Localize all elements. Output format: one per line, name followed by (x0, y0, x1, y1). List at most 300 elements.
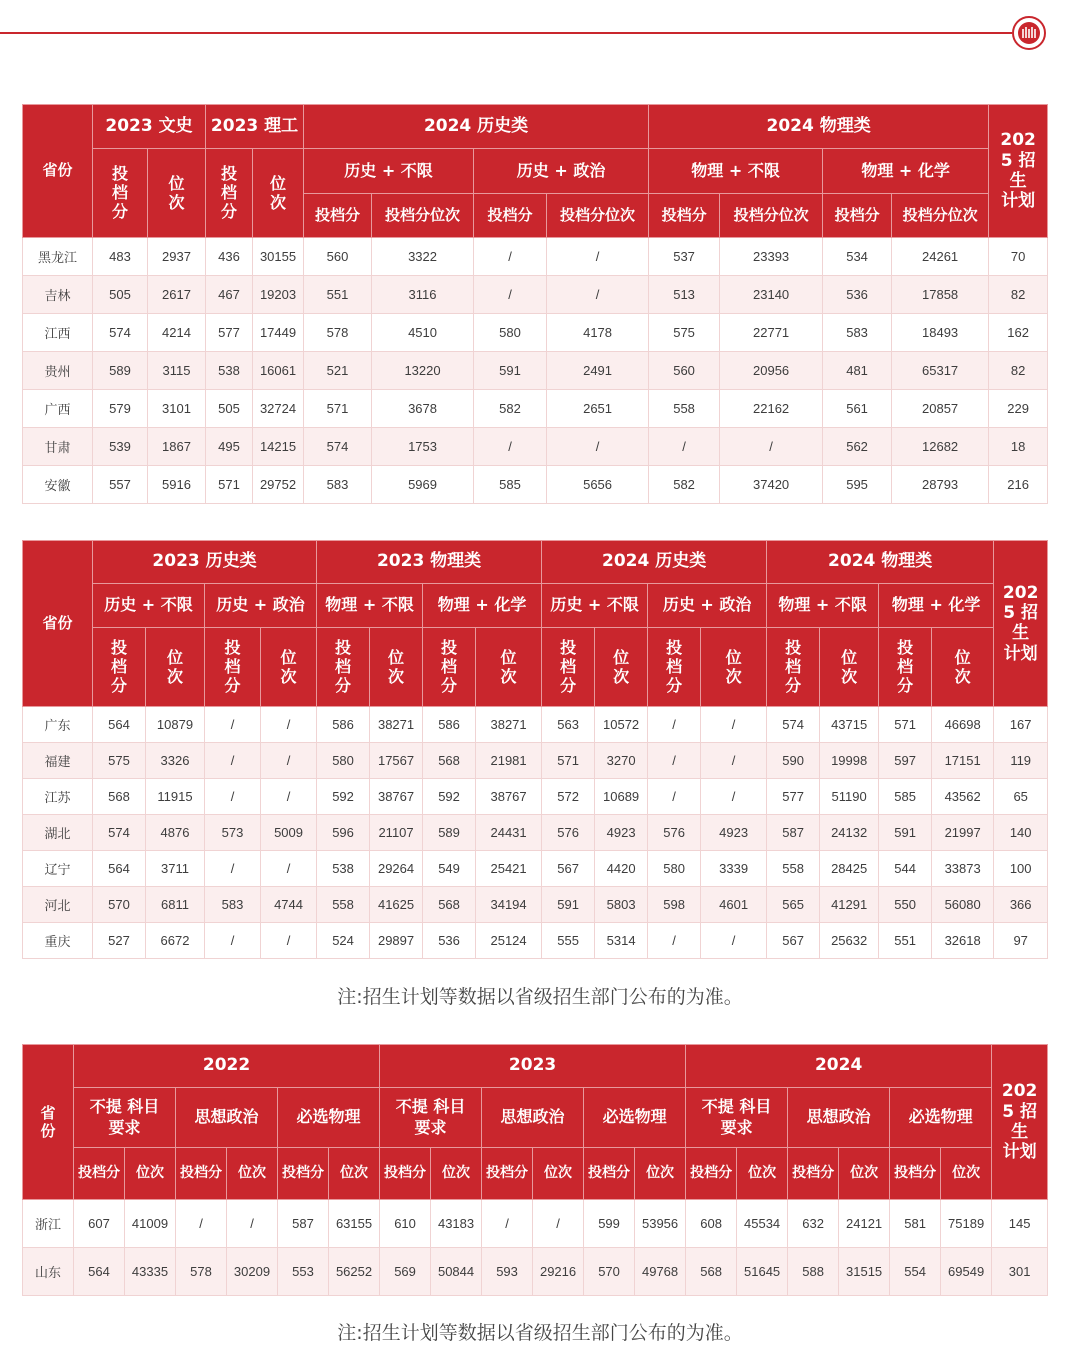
province-cell: 福建 (23, 743, 93, 779)
table-cell: 2937 (148, 238, 206, 276)
table-cell: 17858 (892, 276, 989, 314)
table-cell: 63155 (329, 1200, 380, 1248)
table-cell: 38271 (370, 707, 423, 743)
table-cell: 5656 (547, 466, 649, 504)
table-cell: 524 (317, 923, 370, 959)
table-cell: 56080 (932, 887, 994, 923)
table-cell: / (205, 779, 261, 815)
table-cell: 585 (879, 779, 932, 815)
group-2024-history: 2024 历史类 (304, 105, 649, 149)
rank-header: 位次 (941, 1148, 992, 1200)
table-cell: 557 (93, 466, 148, 504)
subject-politics: 思想政治 (176, 1088, 278, 1148)
table-cell: 537 (649, 238, 720, 276)
table-cell: 41625 (370, 887, 423, 923)
rank-header: 位次 (253, 149, 304, 238)
table-cell: / (720, 428, 823, 466)
table-cell: 19203 (253, 276, 304, 314)
table-row (23, 815, 1048, 851)
subject-history-politics: 历史 + 政治 (648, 584, 767, 628)
table-cell: 29264 (370, 851, 423, 887)
table-cell: 3101 (148, 390, 206, 428)
table3-subject-row (23, 1088, 1048, 1148)
table3-body (23, 1200, 1048, 1296)
table-cell: 558 (649, 390, 720, 428)
table-cell: / (205, 707, 261, 743)
subject-history-politics: 历史 + 政治 (205, 584, 317, 628)
rank-header: 位次 (701, 628, 767, 707)
score-header: 投档分 (542, 628, 595, 707)
table-cell: 4510 (372, 314, 474, 352)
table-cell: / (701, 707, 767, 743)
table-cell: / (474, 276, 547, 314)
table-cell: 301 (992, 1248, 1048, 1296)
table-cell: 24261 (892, 238, 989, 276)
table-cell: / (227, 1200, 278, 1248)
table-cell: 481 (823, 352, 892, 390)
table-cell: 29897 (370, 923, 423, 959)
score-header: 投档分 (474, 194, 547, 238)
table-cell: 167 (994, 707, 1048, 743)
table-cell: 25421 (476, 851, 542, 887)
rank-header: 位次 (261, 628, 317, 707)
table-cell: 483 (93, 238, 148, 276)
table-cell: / (701, 923, 767, 959)
table-cell: 551 (304, 276, 372, 314)
group-2024-physics: 2024 物理类 (649, 105, 989, 149)
table-cell: 6672 (146, 923, 205, 959)
table-cell: 3322 (372, 238, 474, 276)
table-cell: 12682 (892, 428, 989, 466)
table-row (23, 707, 1048, 743)
table-cell: 10689 (595, 779, 648, 815)
table-cell: 41009 (125, 1200, 176, 1248)
rank-header: 位次 (227, 1148, 278, 1200)
table-cell: 4744 (261, 887, 317, 923)
table-cell: 574 (767, 707, 820, 743)
table-cell: 3115 (148, 352, 206, 390)
table-cell: 24121 (839, 1200, 890, 1248)
province-cell: 吉林 (23, 276, 93, 314)
table-cell: 591 (542, 887, 595, 923)
table-cell: 43335 (125, 1248, 176, 1296)
table-cell: / (474, 238, 547, 276)
table-cell: 97 (994, 923, 1048, 959)
table-cell: 32724 (253, 390, 304, 428)
table-cell: 596 (317, 815, 370, 851)
score-header: 投档分 (890, 1148, 941, 1200)
table-cell: 591 (474, 352, 547, 390)
table-cell: 583 (304, 466, 372, 504)
province-header: 省份 (23, 1045, 74, 1200)
table-cell: 575 (649, 314, 720, 352)
table-cell: 45534 (737, 1200, 788, 1248)
table-cell: 25124 (476, 923, 542, 959)
table-cell: / (547, 428, 649, 466)
province-cell: 贵州 (23, 352, 93, 390)
table-cell: 568 (423, 743, 476, 779)
score-rank-header: 投档分位次 (892, 194, 989, 238)
table-cell: 13220 (372, 352, 474, 390)
table-cell: 1753 (372, 428, 474, 466)
score-header: 投档分 (278, 1148, 329, 1200)
table-cell: 581 (890, 1200, 941, 1248)
subject-physics: 必选物理 (278, 1088, 380, 1148)
table-cell: 82 (989, 352, 1048, 390)
table-cell: 554 (890, 1248, 941, 1296)
table-cell: / (261, 743, 317, 779)
table-cell: 10879 (146, 707, 205, 743)
rank-header: 位次 (737, 1148, 788, 1200)
table-cell: 162 (989, 314, 1048, 352)
table3-subheader-row (23, 1148, 1048, 1200)
table-cell: / (649, 428, 720, 466)
table-cell: 5969 (372, 466, 474, 504)
group-2022: 2022 (74, 1045, 380, 1088)
table-cell: 38271 (476, 707, 542, 743)
province-cell: 广东 (23, 707, 93, 743)
table-cell: 553 (278, 1248, 329, 1296)
table-cell: 82 (989, 276, 1048, 314)
table-cell: 17449 (253, 314, 304, 352)
table-cell: 31515 (839, 1248, 890, 1296)
table-cell: 592 (317, 779, 370, 815)
table-cell: 598 (648, 887, 701, 923)
subject-physics-chemistry: 物理 + 化学 (423, 584, 542, 628)
table-cell: 586 (423, 707, 476, 743)
province-cell: 甘肃 (23, 428, 93, 466)
table-row (23, 923, 1048, 959)
subject-history-politics: 历史 + 政治 (474, 149, 649, 194)
table-cell: 41291 (820, 887, 879, 923)
table-row (23, 779, 1048, 815)
table-cell: 28793 (892, 466, 989, 504)
table-cell: 577 (206, 314, 253, 352)
group-2024: 2024 (686, 1045, 992, 1088)
table-row (23, 1200, 1048, 1248)
table-cell: 593 (482, 1248, 533, 1296)
subject-history-any: 历史 + 不限 (93, 584, 205, 628)
table-cell: 49768 (635, 1248, 686, 1296)
province-cell: 山东 (23, 1248, 74, 1296)
table-cell: 595 (823, 466, 892, 504)
score-header: 投档分 (317, 628, 370, 707)
table-cell: 6811 (146, 887, 205, 923)
table-cell: 610 (380, 1200, 431, 1248)
table-cell: 53956 (635, 1200, 686, 1248)
table-cell: / (176, 1200, 227, 1248)
table-cell: 25632 (820, 923, 879, 959)
table-row (23, 238, 1048, 276)
table-cell: 539 (93, 428, 148, 466)
group-2023-wenshi: 2023 文史 (93, 105, 206, 149)
table-cell: 571 (879, 707, 932, 743)
rank-header: 位次 (839, 1148, 890, 1200)
rank-header: 位次 (820, 628, 879, 707)
table-cell: 24132 (820, 815, 879, 851)
table-cell: 572 (542, 779, 595, 815)
table-cell: 436 (206, 238, 253, 276)
group-2024-history: 2024 历史类 (542, 541, 767, 584)
table-cell: 51190 (820, 779, 879, 815)
table-cell: 30155 (253, 238, 304, 276)
table-cell: 580 (474, 314, 547, 352)
table-cell: 467 (206, 276, 253, 314)
table-row (23, 276, 1048, 314)
table-cell: 567 (542, 851, 595, 887)
subject-physics-chemistry: 物理 + 化学 (879, 584, 994, 628)
table-row (23, 851, 1048, 887)
subject-physics: 必选物理 (584, 1088, 686, 1148)
subject-history-any: 历史 + 不限 (304, 149, 474, 194)
rank-header: 位次 (125, 1148, 176, 1200)
group-2023-physics: 2023 物理类 (317, 541, 542, 584)
score-header: 投档分 (93, 149, 148, 238)
table-cell: 366 (994, 887, 1048, 923)
table-cell: 70 (989, 238, 1048, 276)
admission-table-3 (22, 1044, 1048, 1296)
table-cell: 578 (304, 314, 372, 352)
group-2023-history: 2023 历史类 (93, 541, 317, 584)
province-cell: 江西 (23, 314, 93, 352)
table-cell: 28425 (820, 851, 879, 887)
table-cell: 590 (767, 743, 820, 779)
table1-body (23, 238, 1048, 504)
table-cell: 50844 (431, 1248, 482, 1296)
table-cell: 18 (989, 428, 1048, 466)
table-cell: 513 (649, 276, 720, 314)
table-cell: 632 (788, 1200, 839, 1248)
table-cell: 571 (206, 466, 253, 504)
table-cell: / (482, 1200, 533, 1248)
table-cell: 574 (93, 815, 146, 851)
table-cell: 589 (423, 815, 476, 851)
table-cell: 3339 (701, 851, 767, 887)
table-cell: 608 (686, 1200, 737, 1248)
table-cell: 495 (206, 428, 253, 466)
table-cell: 599 (584, 1200, 635, 1248)
table-cell: 20857 (892, 390, 989, 428)
table-cell: 19998 (820, 743, 879, 779)
rank-header: 位次 (476, 628, 542, 707)
subject-physics-chemistry: 物理 + 化学 (823, 149, 989, 194)
table-cell: 568 (686, 1248, 737, 1296)
table-cell: 580 (648, 851, 701, 887)
university-logo-icon (1012, 16, 1046, 50)
score-rank-header: 投档分位次 (372, 194, 474, 238)
table-cell: 51645 (737, 1248, 788, 1296)
rank-header: 位次 (635, 1148, 686, 1200)
table-cell: 544 (879, 851, 932, 887)
table-cell: 29752 (253, 466, 304, 504)
table-cell: 587 (767, 815, 820, 851)
province-header: 省份 (23, 541, 93, 707)
table-cell: 586 (317, 707, 370, 743)
table-cell: 597 (879, 743, 932, 779)
table-cell: 65 (994, 779, 1048, 815)
score-rank-header: 投档分位次 (547, 194, 649, 238)
table-cell: 18493 (892, 314, 989, 352)
table-cell: 2491 (547, 352, 649, 390)
table-cell: 538 (206, 352, 253, 390)
table-cell: 569 (380, 1248, 431, 1296)
table-cell: 3326 (146, 743, 205, 779)
table-cell: 100 (994, 851, 1048, 887)
table-row (23, 466, 1048, 504)
score-header: 投档分 (767, 628, 820, 707)
table-cell: 38767 (370, 779, 423, 815)
score-header: 投档分 (788, 1148, 839, 1200)
table-cell: 564 (93, 851, 146, 887)
table-cell: 555 (542, 923, 595, 959)
table-cell: 576 (542, 815, 595, 851)
province-cell: 湖北 (23, 815, 93, 851)
table-cell: 4876 (146, 815, 205, 851)
table-cell: 34194 (476, 887, 542, 923)
province-cell: 黑龙江 (23, 238, 93, 276)
table-cell: 17151 (932, 743, 994, 779)
table-cell: 4214 (148, 314, 206, 352)
table-cell: 23140 (720, 276, 823, 314)
table-cell: 119 (994, 743, 1048, 779)
table-cell: 538 (317, 851, 370, 887)
table-cell: 568 (93, 779, 146, 815)
table-cell: 22771 (720, 314, 823, 352)
table-cell: 24431 (476, 815, 542, 851)
score-header: 投档分 (823, 194, 892, 238)
table-cell: 521 (304, 352, 372, 390)
plan-2025-header: 2025 招生 计划 (992, 1045, 1048, 1200)
table-cell: / (261, 707, 317, 743)
table-cell: 1867 (148, 428, 206, 466)
subject-no-requirement: 不提 科目要求 (74, 1088, 176, 1148)
rank-header: 位次 (370, 628, 423, 707)
subject-physics-any: 物理 + 不限 (767, 584, 879, 628)
table-cell: / (701, 743, 767, 779)
table-cell: 607 (74, 1200, 125, 1248)
plan-2025-header: 2025 招生 计划 (994, 541, 1048, 707)
score-header: 投档分 (205, 628, 261, 707)
table-cell: 574 (304, 428, 372, 466)
rank-header: 位次 (146, 628, 205, 707)
score-header: 投档分 (380, 1148, 431, 1200)
table-cell: 534 (823, 238, 892, 276)
table-cell: / (701, 779, 767, 815)
table-cell: 5916 (148, 466, 206, 504)
table-cell: 536 (823, 276, 892, 314)
table-cell: 11915 (146, 779, 205, 815)
table-cell: / (648, 707, 701, 743)
score-header: 投档分 (74, 1148, 125, 1200)
subject-history-any: 历史 + 不限 (542, 584, 648, 628)
table-cell: 571 (304, 390, 372, 428)
table2-body (23, 707, 1048, 959)
province-header: 省份 (23, 105, 93, 238)
table-cell: 549 (423, 851, 476, 887)
table-cell: 560 (304, 238, 372, 276)
score-header: 投档分 (206, 149, 253, 238)
province-cell: 广西 (23, 390, 93, 428)
table-row (23, 352, 1048, 390)
table-cell: 587 (278, 1200, 329, 1248)
table-cell: 4923 (701, 815, 767, 851)
admission-table-2 (22, 540, 1048, 959)
table-cell: 2651 (547, 390, 649, 428)
table-cell: 3116 (372, 276, 474, 314)
table-cell: / (648, 779, 701, 815)
admission-table-1 (22, 104, 1048, 504)
table-cell: 558 (767, 851, 820, 887)
table-cell: / (205, 743, 261, 779)
table-cell: 10572 (595, 707, 648, 743)
table-cell: 580 (317, 743, 370, 779)
table-cell: 561 (823, 390, 892, 428)
table-cell: / (474, 428, 547, 466)
score-header: 投档分 (304, 194, 372, 238)
rank-header: 位次 (595, 628, 648, 707)
table-cell: 30209 (227, 1248, 278, 1296)
group-2023-ligong: 2023 理工 (206, 105, 304, 149)
subject-politics: 思想政治 (788, 1088, 890, 1148)
subject-physics-any: 物理 + 不限 (649, 149, 823, 194)
score-header: 投档分 (176, 1148, 227, 1200)
score-header: 投档分 (879, 628, 932, 707)
table-cell: 43183 (431, 1200, 482, 1248)
table-cell: 17567 (370, 743, 423, 779)
table-cell: 43715 (820, 707, 879, 743)
table-cell: / (547, 238, 649, 276)
table-cell: 579 (93, 390, 148, 428)
rank-header: 位次 (329, 1148, 380, 1200)
table-cell: 23393 (720, 238, 823, 276)
table-cell: 69549 (941, 1248, 992, 1296)
table-cell: 589 (93, 352, 148, 390)
table-cell: 560 (649, 352, 720, 390)
rank-header: 位次 (148, 149, 206, 238)
table-cell: / (648, 743, 701, 779)
score-header: 投档分 (423, 628, 476, 707)
group-2024-physics: 2024 物理类 (767, 541, 994, 584)
table-cell: 570 (93, 887, 146, 923)
subject-no-requirement: 不提 科目要求 (380, 1088, 482, 1148)
table-cell: 75189 (941, 1200, 992, 1248)
plan-2025-header: 2025 招生 计划 (989, 105, 1048, 238)
table-cell: / (648, 923, 701, 959)
group-2023: 2023 (380, 1045, 686, 1088)
table-cell: 4178 (547, 314, 649, 352)
table-cell: 564 (93, 707, 146, 743)
table-cell: 574 (93, 314, 148, 352)
table-cell: / (261, 923, 317, 959)
table-cell: 56252 (329, 1248, 380, 1296)
table-cell: 582 (649, 466, 720, 504)
score-header: 投档分 (584, 1148, 635, 1200)
table-cell: / (547, 276, 649, 314)
header-rule (0, 32, 1012, 34)
table-cell: 573 (205, 815, 261, 851)
score-rank-header: 投档分位次 (720, 194, 823, 238)
table-cell: 591 (879, 815, 932, 851)
table-cell: 570 (584, 1248, 635, 1296)
table-cell: 5803 (595, 887, 648, 923)
table-cell: 43562 (932, 779, 994, 815)
table-cell: 229 (989, 390, 1048, 428)
table-cell: 29216 (533, 1248, 584, 1296)
table-cell: 562 (823, 428, 892, 466)
table-cell: 571 (542, 743, 595, 779)
score-header: 投档分 (649, 194, 720, 238)
table-row (23, 314, 1048, 352)
